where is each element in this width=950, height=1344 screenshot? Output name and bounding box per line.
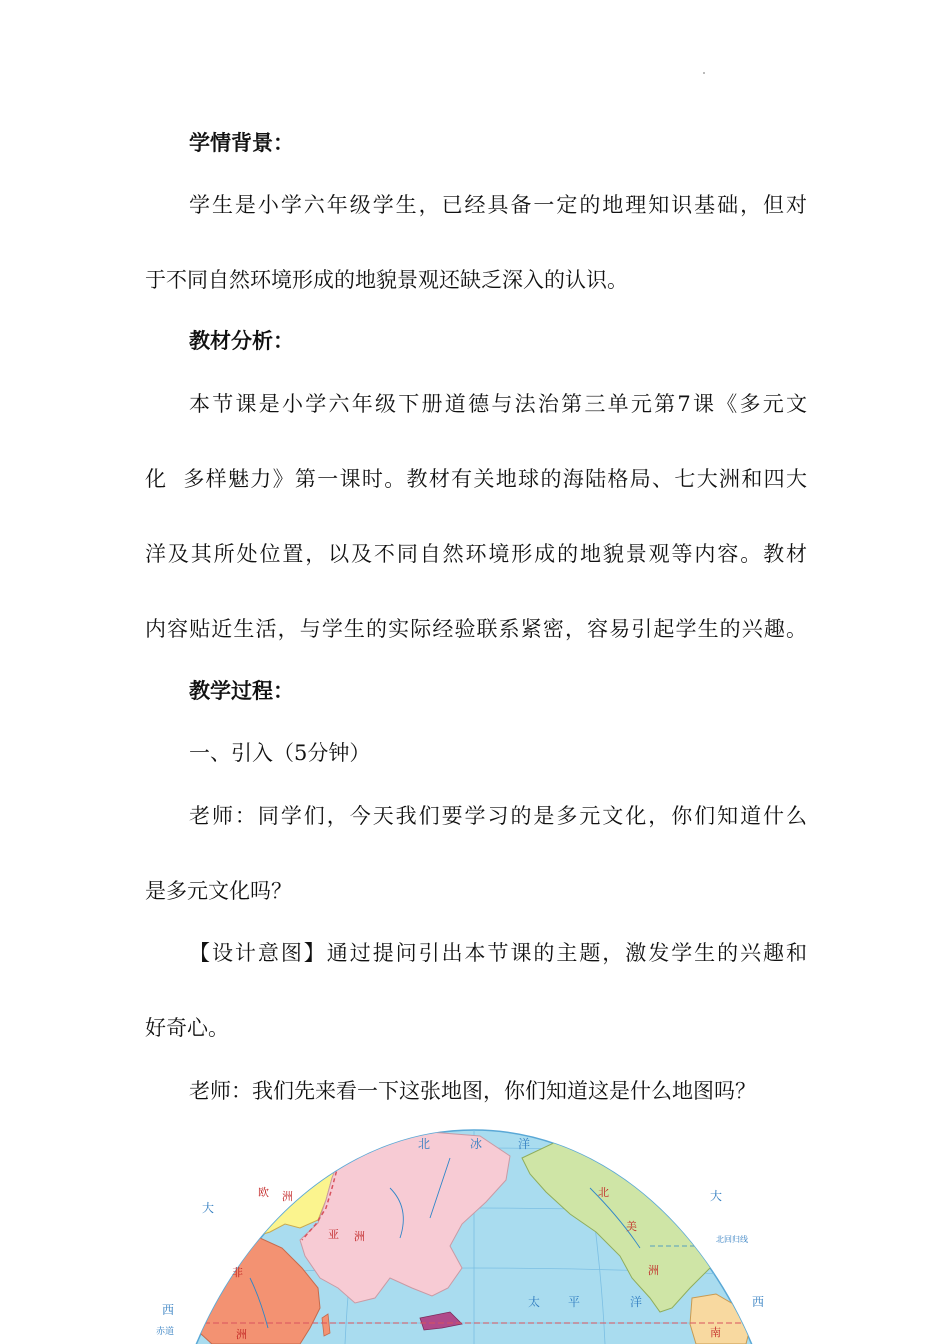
label-asia-1: 亚 [328, 1228, 339, 1241]
label-atlantic-left-2: 西 [162, 1303, 175, 1317]
analysis-heading: 教材分析： [189, 328, 294, 353]
label-pacific-2: 平 [568, 1295, 581, 1309]
label-equator: 赤道 [156, 1327, 175, 1337]
page-mark [703, 72, 705, 74]
world-map-image [150, 1128, 798, 1344]
label-europe-2: 洲 [282, 1190, 293, 1203]
analysis-text-line-1: 本节课是小学六年级下册道德与法治第三单元第7课《多元文 [189, 392, 807, 416]
label-atlantic-right-2: 西 [752, 1295, 765, 1309]
analysis-text-line-4: 内容贴近生活，与学生的实际经验联系紧密，容易引起学生的兴趣。 [145, 617, 807, 641]
teacher-question-line-2: 是多元文化吗？ [145, 879, 292, 903]
label-north-america-2: 美 [626, 1220, 637, 1233]
label-north-america-1: 北 [598, 1186, 609, 1199]
label-north-america-3: 洲 [648, 1264, 659, 1277]
background-text-line-1: 学生是小学六年级学生，已经具备一定的地理知识基础，但对 [189, 193, 807, 217]
label-africa-1: 非 [232, 1266, 243, 1279]
analysis-text-line-2: 化 多样魅力》第一课时。教材有关地球的海陆格局、七大洲和四大 [145, 467, 807, 491]
step-1-title: 一、引入（5分钟） [189, 741, 371, 765]
label-arctic-1: 北 [418, 1137, 431, 1151]
teacher-question-line-1: 老师：同学们，今天我们要学习的是多元文化，你们知道什么 [189, 804, 807, 828]
label-atlantic-left-1: 大 [202, 1201, 215, 1215]
analysis-text-line-3: 洋及其所处位置，以及不同自然环境形成的地貌景观等内容。教材 [145, 542, 807, 566]
label-pacific-3: 洋 [630, 1295, 643, 1309]
label-arctic-2: 冰 [470, 1137, 483, 1151]
process-heading: 教学过程： [189, 678, 294, 703]
label-arctic-3: 洋 [518, 1137, 531, 1151]
label-africa-2: 洲 [236, 1328, 247, 1341]
background-heading: 学情背景： [189, 130, 294, 155]
label-pacific-1: 太 [528, 1295, 541, 1309]
design-intent-line-1: 【设计意图】通过提问引出本节课的主题，激发学生的兴趣和 [189, 941, 807, 965]
label-europe-1: 欧 [258, 1186, 269, 1199]
label-south-america: 南 [710, 1326, 721, 1339]
label-atlantic-right-1: 大 [710, 1189, 723, 1203]
label-tropic: 北回归线 [716, 1235, 748, 1244]
background-text-line-2: 于不同自然环境形成的地貌景观还缺乏深入的认识。 [145, 268, 628, 292]
design-intent-line-2: 好奇心。 [145, 1016, 229, 1040]
teacher-map-question: 老师：我们先来看一下这张地图，你们知道这是什么地图吗？ [189, 1079, 756, 1103]
label-asia-2: 洲 [354, 1230, 365, 1243]
world-map [150, 1128, 798, 1344]
